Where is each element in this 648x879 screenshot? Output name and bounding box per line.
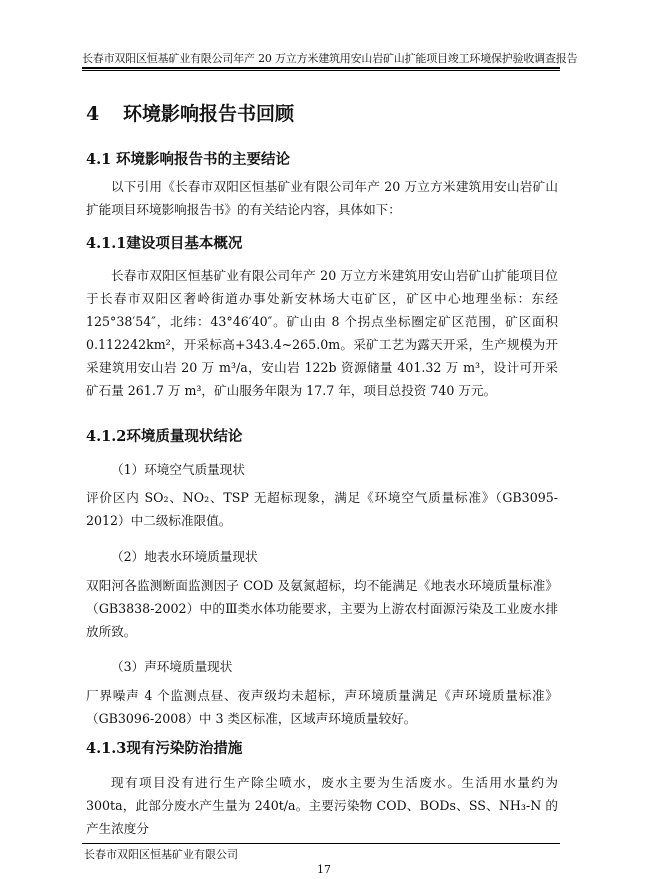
surface-water-paragraph: 双阳河各监测断面监测因子 COD 及氨氮超标，均不能满足《地表水环境质量标准》（GB3838-2002）中的Ⅲ类水体功能要求，主要为上游农村面源污染及工业废水排放所致。 (86, 578, 558, 639)
section-title: 环境影响报告书的主要结论 (116, 151, 290, 168)
air-quality-title: （1）环境空气质量现状 (111, 462, 245, 477)
chapter-number: 4 (86, 103, 100, 125)
air-quality-paragraph: 评价区内 SO₂、NO₂、TSP 无超标现象，满足《环境空气质量标准》（GB3095-2012）中二级标准限值。 (86, 490, 558, 528)
noise-title: （3）声环境质量现状 (111, 659, 233, 674)
footer-rule (82, 843, 560, 844)
page-number: 17 (317, 863, 331, 876)
subsection-heading-4-1-2: 4.1.2环境质量现状结论 (86, 428, 243, 445)
project-overview-paragraph: 长春市双阳区恒基矿业有限公司年产 20 万立方米建筑用安山岩矿山扩能项目位于长春市双阳区奢岭街道办事处新安林场大屯矿区，矿区中心地理坐标：东经 125°38′54″，北纬：43°46′40″。矿山由 8 个拐点坐标圈定矿区范围，矿区面积 0.112242km²，开采标高+343.4~265.0m。采矿工艺为露天开采，生产规模为开采建筑用安山岩 20 万 m³/a，安山岩 122b 资源储量 401.32 万 m³，设计可开采矿石量 261.7 万 m³，矿山服务年限为 17.7 年，项目总投资 740 万元。 (86, 268, 558, 398)
footer-company: 长春市双阳区恒基矿业有限公司 (84, 848, 238, 861)
pollution-control-paragraph: 现有项目没有进行生产除尘喷水，废水主要为生活废水。生活用水量约为 300ta，此部分废水产生量为 240t/a。主要污染物 COD、BODs、SS、NH₃-N 的产生浓度分 (86, 775, 558, 836)
section-number: 4.1 (86, 151, 112, 168)
chapter-heading (86, 101, 294, 127)
subsection-heading-4-1-1: 4.1.1建设项目基本概况 (86, 235, 243, 252)
header-rule-thick (82, 67, 560, 69)
header-rule-thin (82, 70, 560, 71)
surface-water-title: （2）地表水环境质量现状 (111, 549, 258, 564)
noise-paragraph: 厂界噪声 4 个监测点昼、夜声级均未超标，声环境质量满足《声环境质量标准》（GB3096-2008）中 3 类区标准，区域声环境质量较好。 (86, 688, 558, 726)
chapter-title: 环境影响报告书回顾 (123, 103, 295, 125)
running-header: 长春市双阳区恒基矿业有限公司年产 20 万立方米建筑用安山岩矿山扩能项目竣工环境保护验收调查报告 (82, 52, 578, 65)
intro-paragraph: 以下引用《长春市双阳区恒基矿业有限公司年产 20 万立方米建筑用安山岩矿山扩能项目环境影响报告书》的有关结论内容，具体如下： (86, 179, 558, 217)
section-heading (86, 150, 290, 170)
subsection-heading-4-1-3: 4.1.3现有污染防治措施 (86, 740, 243, 757)
